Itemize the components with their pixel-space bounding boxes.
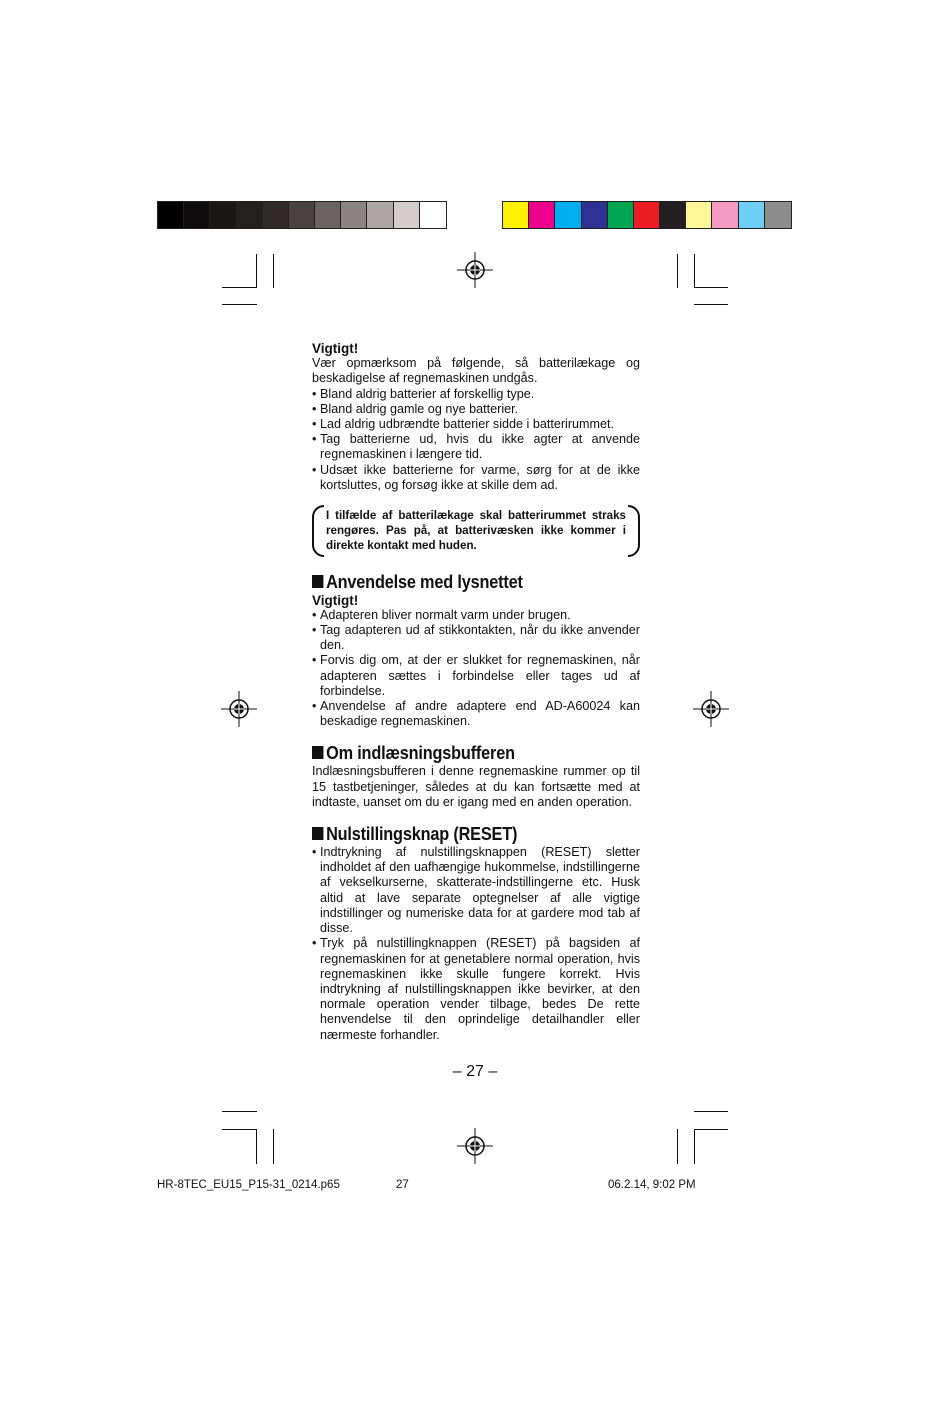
registration-mark-icon bbox=[221, 691, 257, 727]
black-square-icon bbox=[312, 575, 323, 588]
list-item: • Udsæt ikke batterierne for varme, sørg for at de ikke kortsluttes, og forsøg ikke at skille dem ad. bbox=[312, 463, 640, 493]
registration-mark-icon bbox=[693, 691, 729, 727]
color-swatch bbox=[341, 202, 367, 228]
color-swatch bbox=[555, 202, 581, 228]
list-item: • Bland aldrig gamle og nye batterier. bbox=[312, 402, 640, 417]
color-swatch bbox=[263, 202, 289, 228]
footer-page: 27 bbox=[396, 1179, 409, 1191]
crop-mark bbox=[677, 1129, 678, 1164]
crop-mark bbox=[273, 254, 274, 288]
crop-mark bbox=[694, 304, 728, 305]
footer-datetime: 06.2.14, 9:02 PM bbox=[608, 1179, 696, 1191]
crop-mark bbox=[222, 1111, 257, 1112]
crop-mark bbox=[222, 304, 257, 305]
crop-mark bbox=[273, 1129, 274, 1164]
adapter-list bbox=[312, 608, 640, 730]
crop-mark bbox=[694, 1129, 728, 1130]
battery-warning-list bbox=[312, 387, 640, 493]
color-swatch bbox=[158, 202, 184, 228]
crop-mark bbox=[694, 254, 695, 288]
black-square-icon bbox=[312, 746, 323, 759]
section-title-text: Anvendelse med lysnettet bbox=[326, 570, 523, 592]
registration-mark-icon bbox=[457, 1128, 493, 1164]
color-swatch bbox=[712, 202, 738, 228]
black-square-icon bbox=[312, 827, 323, 840]
crop-mark bbox=[694, 1129, 695, 1164]
color-swatch bbox=[315, 202, 341, 228]
color-swatch bbox=[634, 202, 660, 228]
section-title-reset bbox=[312, 823, 601, 845]
battery-leak-warning-box bbox=[312, 505, 640, 557]
list-item: • Lad aldrig udbrændte batterier sidde i batterirummet. bbox=[312, 417, 640, 432]
buffer-text: Indlæsningsbufferen i denne regnemaskine rummer op til 15 tastbetjeninger, således at du kan fortsætte med at indtaste, uanset om du er igang med en anden operation. bbox=[312, 764, 640, 809]
section-title-text: Om indlæsningsbufferen bbox=[326, 742, 515, 764]
color-swatch bbox=[529, 202, 555, 228]
crop-mark bbox=[694, 287, 728, 288]
crop-mark bbox=[222, 1129, 257, 1130]
crop-mark bbox=[677, 254, 678, 288]
color-swatch bbox=[184, 202, 210, 228]
page-content bbox=[312, 338, 640, 1043]
color-swatch bbox=[289, 202, 315, 228]
left-bracket bbox=[312, 505, 324, 557]
color-swatch bbox=[686, 202, 712, 228]
color-swatch bbox=[660, 202, 686, 228]
color-swatch bbox=[765, 202, 791, 228]
color-swatch bbox=[367, 202, 393, 228]
color-swatch bbox=[394, 202, 420, 228]
color-swatch bbox=[739, 202, 765, 228]
list-item: • Tag batterierne ud, hvis du ikke agter at anvende regnemaskinen i længere tid. bbox=[312, 432, 640, 462]
reset-list bbox=[312, 845, 640, 1043]
crop-mark bbox=[256, 254, 257, 288]
section-title-buffer bbox=[312, 742, 601, 764]
list-item: • Tag adapteren ud af stikkontakten, når du ikke anvender den. bbox=[312, 623, 640, 653]
right-bracket bbox=[628, 505, 640, 557]
color-swatch bbox=[608, 202, 634, 228]
important-heading: Vigtigt! bbox=[312, 592, 359, 608]
registration-mark-icon bbox=[457, 252, 493, 288]
list-item: • Forvis dig om, at der er slukket for regnemaskinen, når adapteren sættes i forbindelse eller tages ud af forbindelse. bbox=[312, 653, 640, 699]
list-item: • Tryk på nulstillingknappen (RESET) på bagsiden af regnemaskinen for at genetablere normal operation, hvis regnemaskinen ikke skulle fungere korrekt. Hvis indtrykning af nulstillingsknappen ikke bevirker, at den normale operation vender tilbage, bedes De rette henvendelse til den oprindelige detailhandler eller nærmeste forhandler. bbox=[312, 936, 640, 1042]
color-calibration-bar bbox=[502, 201, 792, 229]
crop-mark bbox=[256, 1129, 257, 1164]
list-item: • Adapteren bliver normalt varm under brugen. bbox=[312, 608, 640, 623]
list-item: • Bland aldrig batterier af forskellig type. bbox=[312, 387, 640, 402]
crop-mark bbox=[222, 287, 257, 288]
color-swatch bbox=[503, 202, 529, 228]
footer-filename: HR-8TEC_EU15_P15-31_0214.p65 bbox=[157, 1179, 340, 1191]
color-swatch bbox=[237, 202, 263, 228]
grayscale-calibration-bar bbox=[157, 201, 447, 229]
section-title-text: Nulstillingsknap (RESET) bbox=[326, 823, 518, 845]
section-title-mains bbox=[312, 571, 601, 593]
battery-intro: Vær opmærksom på følgende, så batterilækage og beskadigelse af regnemaskinen undgås. bbox=[312, 356, 640, 386]
color-swatch bbox=[420, 202, 446, 228]
list-item: • Anvendelse af andre adaptere end AD-A60024 kan beskadige regnemaskinen. bbox=[312, 699, 640, 729]
crop-mark bbox=[694, 1111, 728, 1112]
color-swatch bbox=[210, 202, 236, 228]
warning-text: I tilfælde af batterilækage skal batterirummet straks rengøres. Pas på, at batterivæsken ikke kommer i direkte kontakt med huden. bbox=[326, 509, 626, 553]
page-number: – 27 – bbox=[452, 1063, 498, 1080]
important-heading: Vigtigt! bbox=[312, 341, 359, 356]
color-swatch bbox=[582, 202, 608, 228]
list-item: • Indtrykning af nulstillingsknappen (RESET) sletter indholdet af den uafhængige hukommelse, indstillingerne af vekselkurserne, skatterate-indstillingerne etc. Husk altid at lave separate optegnelser af alle vigtige indstillinger og numeriske data for at gardere mod tab af disse. bbox=[312, 845, 640, 936]
